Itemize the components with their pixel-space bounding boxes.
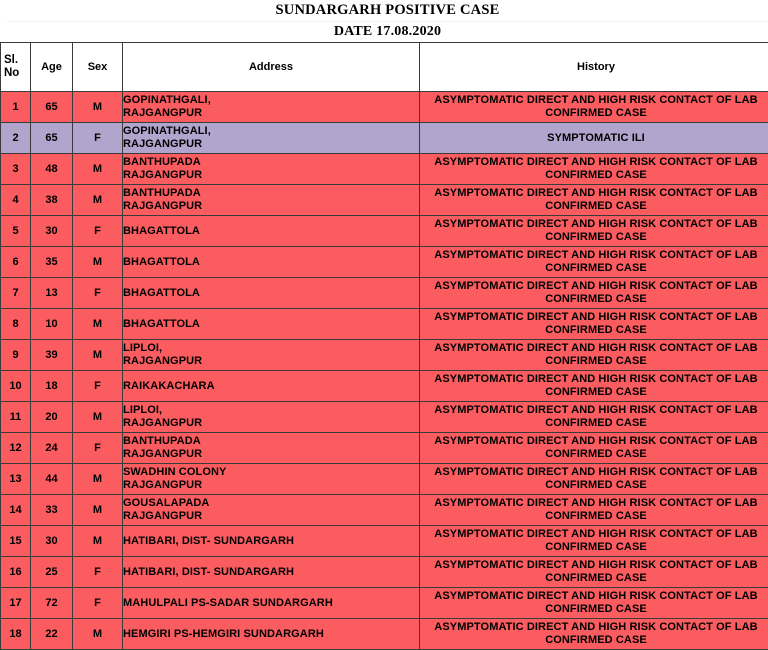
table-row[interactable] [1,123,768,154]
cell-address[interactable] [123,154,420,185]
cell-sl-no-value: 10 [9,380,21,392]
cell-address-line2: RAJGANGPUR [123,355,419,368]
cell-history[interactable] [420,464,768,495]
column-header-sl-no-line1: Sl. [4,54,30,67]
cell-age[interactable] [31,123,73,154]
cell-address-line1: GOPINATHGALI, [123,94,419,107]
cell-address-line1: HATIBARI, DIST- SUNDARGARH [123,566,419,579]
cell-history-line1: ASYMPTOMATIC DIRECT AND HIGH RISK CONTACT OF LAB [420,249,768,262]
cell-age[interactable] [31,433,73,464]
cell-sex[interactable] [73,185,123,216]
cell-sex[interactable] [73,495,123,526]
table-row[interactable] [1,309,768,340]
cell-sex-value: M [93,101,102,113]
cell-sex[interactable] [73,371,123,402]
cell-sex-value: F [94,287,101,299]
cell-sex[interactable] [73,588,123,619]
cell-sex-value: M [93,473,102,485]
cell-age-value: 20 [45,411,57,423]
cell-sl-no[interactable] [1,309,31,340]
cell-age-value: 30 [45,225,57,237]
cell-sl-no-value: 7 [12,287,18,299]
cell-history-line1: ASYMPTOMATIC DIRECT AND HIGH RISK CONTACT OF LAB [420,497,768,510]
cell-address-line1: BANTHUPADA [123,435,419,448]
table-row[interactable] [1,371,768,402]
cell-sex-value: M [93,163,102,175]
cell-sex[interactable] [73,526,123,557]
cell-address-line1: HATIBARI, DIST- SUNDARGARH [123,535,419,548]
cell-history-line1: ASYMPTOMATIC DIRECT AND HIGH RISK CONTACT OF LAB [420,590,768,603]
cell-history-line2: CONFIRMED CASE [420,417,768,430]
cell-history-line2: CONFIRMED CASE [420,541,768,554]
cell-history[interactable] [420,92,768,123]
table-row[interactable] [1,464,768,495]
cell-age-value: 38 [45,194,57,206]
cell-history-line2: CONFIRMED CASE [420,200,768,213]
cell-history-line1: ASYMPTOMATIC DIRECT AND HIGH RISK CONTACT OF LAB [420,311,768,324]
cell-sl-no-value: 16 [9,566,21,578]
cell-sex[interactable] [73,309,123,340]
cell-history-line1: ASYMPTOMATIC DIRECT AND HIGH RISK CONTACT OF LAB [420,559,768,572]
cell-history[interactable] [420,154,768,185]
cell-history-line2: CONFIRMED CASE [420,572,768,585]
cell-address-line1: BANTHUPADA [123,156,419,169]
cell-history[interactable] [420,309,768,340]
cell-history-line1: ASYMPTOMATIC DIRECT AND HIGH RISK CONTACT OF LAB [420,466,768,479]
cell-sex-value: F [94,380,101,392]
column-header-sl-no [1,43,31,92]
table-header [1,43,768,92]
cell-age-value: 10 [45,318,57,330]
cell-age-value: 22 [45,628,57,640]
cell-sex[interactable] [73,154,123,185]
cell-age[interactable] [31,526,73,557]
cell-address[interactable] [123,340,420,371]
cell-address-line1: BHAGATTOLA [123,287,419,300]
cell-sl-no-value: 15 [9,535,21,547]
cell-address-line1: GOUSALAPADA [123,497,419,510]
cell-address-line2: RAJGANGPUR [123,417,419,430]
cell-age[interactable] [31,309,73,340]
cell-age[interactable] [31,154,73,185]
cell-address[interactable] [123,216,420,247]
cell-sl-no-value: 6 [12,256,18,268]
cell-address-line2: RAJGANGPUR [123,200,419,213]
cell-sex-value: M [93,411,102,423]
cell-sex[interactable] [73,123,123,154]
cell-history-line1: ASYMPTOMATIC DIRECT AND HIGH RISK CONTACT OF LAB [420,94,768,107]
cell-address-line1: BANTHUPADA [123,187,419,200]
cell-sl-no[interactable] [1,526,31,557]
cell-address[interactable] [123,557,420,588]
cell-sl-no[interactable] [1,433,31,464]
cell-address[interactable] [123,247,420,278]
cell-age[interactable] [31,92,73,123]
cell-address-line1: RAIKAKACHARA [123,380,419,393]
table-row[interactable] [1,526,768,557]
cell-age[interactable] [31,495,73,526]
cell-history[interactable] [420,216,768,247]
cell-address[interactable] [123,588,420,619]
cell-history-line1: ASYMPTOMATIC DIRECT AND HIGH RISK CONTACT OF LAB [420,156,768,169]
table-row[interactable] [1,433,768,464]
cell-age[interactable] [31,216,73,247]
cell-address[interactable] [123,92,420,123]
cell-history-line1: SYMPTOMATIC ILI [420,132,768,145]
cell-age-value: 72 [45,597,57,609]
cell-age[interactable] [31,278,73,309]
cell-history[interactable] [420,247,768,278]
cell-history[interactable] [420,433,768,464]
cell-address[interactable] [123,278,420,309]
column-header-history: History [420,43,768,92]
cell-sl-no-value: 18 [9,628,21,640]
cell-history-line2: CONFIRMED CASE [420,231,768,244]
cell-sl-no[interactable] [1,402,31,433]
cell-sex-value: M [93,628,102,640]
cell-history[interactable] [420,588,768,619]
cell-history[interactable] [420,495,768,526]
table-row[interactable] [1,216,768,247]
column-header-sl-no-line2: No [4,67,30,80]
cell-history-line2: CONFIRMED CASE [420,169,768,182]
cell-address[interactable] [123,526,420,557]
cell-address-line2: RAJGANGPUR [123,510,419,523]
cell-sex-value: F [94,225,101,237]
table-row[interactable] [1,247,768,278]
table-row[interactable] [1,588,768,619]
page-date-subtitle: DATE 17.08.2020 [7,22,768,42]
cell-address-line1: BHAGATTOLA [123,256,419,269]
cell-sl-no-value: 14 [9,504,21,516]
cell-age-value: 30 [45,535,57,547]
table-row[interactable] [1,557,768,588]
cell-sex[interactable] [73,402,123,433]
cell-sex[interactable] [73,247,123,278]
cell-sex-value: M [93,535,102,547]
cell-sl-no[interactable] [1,247,31,278]
cell-sl-no-value: 4 [12,194,18,206]
cell-history-line1: ASYMPTOMATIC DIRECT AND HIGH RISK CONTACT OF LAB [420,404,768,417]
cell-history[interactable] [420,278,768,309]
cell-sex-value: M [93,349,102,361]
cell-age-value: 35 [45,256,57,268]
column-header-address: Address [123,43,420,92]
cell-history-line2: CONFIRMED CASE [420,107,768,120]
cell-sl-no[interactable] [1,216,31,247]
cell-history[interactable] [420,557,768,588]
cell-sl-no-value: 12 [9,442,21,454]
cell-sex-value: F [94,132,101,144]
table-row[interactable] [1,495,768,526]
cell-history-line1: ASYMPTOMATIC DIRECT AND HIGH RISK CONTACT OF LAB [420,621,768,634]
cell-address-line1: MAHULPALI PS-SADAR SUNDARGARH [123,597,419,610]
cell-sl-no[interactable] [1,92,31,123]
cell-sl-no-value: 13 [9,473,21,485]
column-header-age: Age [31,43,73,92]
table-row[interactable] [1,185,768,216]
cell-address[interactable] [123,185,420,216]
cell-address[interactable] [123,123,420,154]
cell-address[interactable] [123,309,420,340]
cell-age-value: 24 [45,442,57,454]
cell-age[interactable] [31,371,73,402]
cell-sl-no-value: 8 [12,318,18,330]
cell-age-value: 13 [45,287,57,299]
cell-age-value: 18 [45,380,57,392]
cell-address[interactable] [123,402,420,433]
cell-sl-no-value: 3 [12,163,18,175]
cell-age-value: 65 [45,132,57,144]
cell-sex-value: M [93,318,102,330]
cell-sl-no[interactable] [1,185,31,216]
cell-sl-no-value: 1 [12,101,18,113]
cell-sex[interactable] [73,216,123,247]
table-row[interactable] [1,278,768,309]
table-row[interactable] [1,92,768,123]
cell-address-line2: RAJGANGPUR [123,138,419,151]
cell-history[interactable] [420,185,768,216]
cell-history-line2: CONFIRMED CASE [420,634,768,647]
cell-age-value: 33 [45,504,57,516]
cell-address[interactable] [123,433,420,464]
cell-address[interactable] [123,371,420,402]
cell-history-line1: ASYMPTOMATIC DIRECT AND HIGH RISK CONTACT OF LAB [420,187,768,200]
cell-history-line2: CONFIRMED CASE [420,293,768,306]
cell-sex[interactable] [73,340,123,371]
cell-sex-value: F [94,597,101,609]
cell-age-value: 48 [45,163,57,175]
cell-age-value: 25 [45,566,57,578]
cell-sex-value: F [94,566,101,578]
cell-address-line1: LIPLOI, [123,404,419,417]
cell-age[interactable] [31,557,73,588]
cell-address-line1: LIPLOI, [123,342,419,355]
cell-address-line2: RAJGANGPUR [123,169,419,182]
header-row [1,43,768,92]
cell-history-line2: CONFIRMED CASE [420,324,768,337]
cell-age-value: 39 [45,349,57,361]
cell-history-line2: CONFIRMED CASE [420,603,768,616]
cell-history-line1: ASYMPTOMATIC DIRECT AND HIGH RISK CONTACT OF LAB [420,435,768,448]
cell-sl-no-value: 5 [12,225,18,237]
cell-age[interactable] [31,588,73,619]
cell-sex-value: F [94,442,101,454]
cell-sex-value: M [93,504,102,516]
cell-address-line2: RAJGANGPUR [123,479,419,492]
cell-history-line2: CONFIRMED CASE [420,510,768,523]
cell-address-line1: SWADHIN COLONY [123,466,419,479]
cell-history-line2: CONFIRMED CASE [420,262,768,275]
page-title: SUNDARGARH POSITIVE CASE [7,0,768,22]
table-row[interactable] [1,402,768,433]
cell-sl-no[interactable] [1,557,31,588]
cell-history-line1: ASYMPTOMATIC DIRECT AND HIGH RISK CONTACT OF LAB [420,218,768,231]
cell-history[interactable] [420,123,768,154]
cell-history-line2: CONFIRMED CASE [420,386,768,399]
cell-sl-no[interactable] [1,495,31,526]
cell-address-line1: GOPINATHGALI, [123,125,419,138]
cell-sl-no[interactable] [1,464,31,495]
table-row[interactable] [1,154,768,185]
cell-sex[interactable] [73,92,123,123]
cell-age[interactable] [31,340,73,371]
cell-age-value: 44 [45,473,57,485]
cell-history[interactable] [420,402,768,433]
cell-sl-no[interactable] [1,340,31,371]
cell-history-line2: CONFIRMED CASE [420,355,768,368]
cell-age[interactable] [31,402,73,433]
cell-sl-no-value: 11 [10,411,22,423]
cell-history-line1: ASYMPTOMATIC DIRECT AND HIGH RISK CONTACT OF LAB [420,342,768,355]
cell-sex-value: M [93,256,102,268]
cell-address-line1: BHAGATTOLA [123,318,419,331]
cell-sex[interactable] [73,464,123,495]
cell-history[interactable] [420,526,768,557]
title-block [0,0,768,42]
cell-address[interactable] [123,464,420,495]
cell-history-line1: ASYMPTOMATIC DIRECT AND HIGH RISK CONTACT OF LAB [420,280,768,293]
cell-sex-value: M [93,194,102,206]
cell-sl-no[interactable] [1,278,31,309]
cell-sex[interactable] [73,557,123,588]
cell-sex[interactable] [73,278,123,309]
cell-sl-no-value: 17 [9,597,21,609]
column-header-sex: Sex [73,43,123,92]
table-body [1,92,768,650]
cell-sl-no[interactable] [1,371,31,402]
cell-sl-no-value: 9 [12,349,18,361]
cell-sl-no[interactable] [1,154,31,185]
positive-case-table [0,42,768,650]
cell-age-value: 65 [45,101,57,113]
cell-sex[interactable] [73,433,123,464]
cell-age[interactable] [31,464,73,495]
cell-history-line2: CONFIRMED CASE [420,448,768,461]
cell-history-line1: ASYMPTOMATIC DIRECT AND HIGH RISK CONTACT OF LAB [420,373,768,386]
cell-age[interactable] [31,247,73,278]
cell-address-line1: BHAGATTOLA [123,225,419,238]
cell-age[interactable] [31,185,73,216]
cell-history-line1: ASYMPTOMATIC DIRECT AND HIGH RISK CONTACT OF LAB [420,528,768,541]
cell-address-line2: RAJGANGPUR [123,107,419,120]
cell-address[interactable] [123,495,420,526]
cell-history[interactable] [420,340,768,371]
cell-history[interactable] [420,371,768,402]
cell-sl-no[interactable] [1,588,31,619]
cell-sl-no-value: 2 [12,132,18,144]
cell-sl-no[interactable] [1,123,31,154]
table-row[interactable] [1,340,768,371]
cell-address-line1: HEMGIRI PS-HEMGIRI SUNDARGARH [123,628,419,641]
cell-address-line2: RAJGANGPUR [123,448,419,461]
cell-history-line2: CONFIRMED CASE [420,479,768,492]
